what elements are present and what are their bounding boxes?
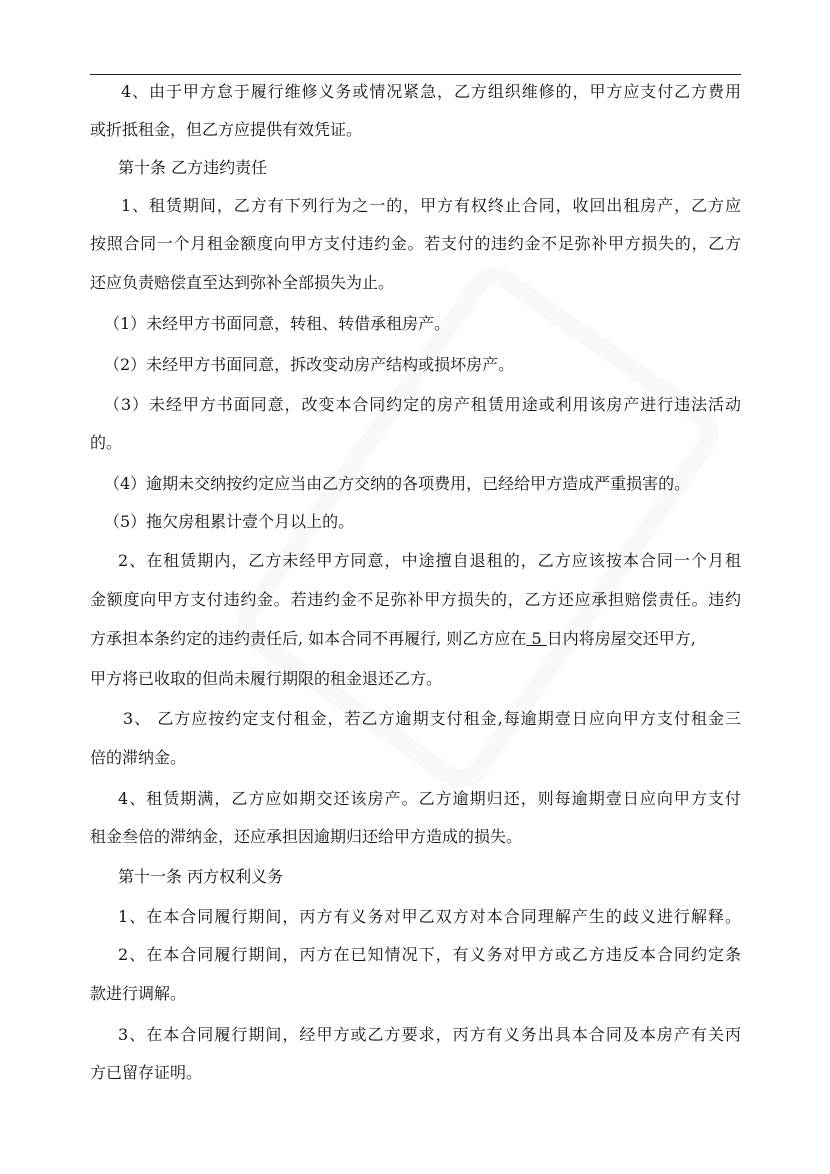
paragraph-line: 按照合同一个月租金额度向甲方支付违约金。若支付的违约金不足弥补甲方损失的，乙方 — [90, 234, 741, 253]
paragraph-line: 甲方将已收取的但尚未履行期限的租金退还乙方。 — [90, 669, 443, 688]
paragraph-line: 或折抵租金，但乙方应提供有效凭证。 — [90, 120, 363, 139]
list-item: （4）逾期未交纳按约定应当由乙方交纳的各项费用，已经给甲方造成严重损害的。 — [104, 474, 691, 493]
paragraph-line: 的。 — [90, 433, 123, 452]
paragraph-line: 4、租赁期满，乙方应如期交还该房产。乙方逾期归还，则每逾期壹日应向甲方支付 — [118, 789, 741, 808]
header-rule — [90, 74, 741, 75]
paragraph-line: 3、 乙方应按约定支付租金，若乙方逾期支付租金,每逾期壹日应向甲方支付租金三 — [123, 709, 741, 728]
paragraph-line: 3、在本合同履行期间，经甲方或乙方要求，丙方有义务出具本合同及本房产有关丙 — [118, 1025, 741, 1044]
section-heading: 第十一条 丙方权利义务 — [118, 867, 284, 886]
paragraph-line: 金额度向甲方支付违约金。若违约金不足弥补甲方损失的，乙方还应承担赔偿责任。违约 — [90, 590, 741, 609]
paragraph-line: 1、在本合同履行期间，丙方有义务对甲乙双方对本合同理解产生的歧义进行解释。 — [118, 907, 741, 926]
list-item: （2）未经甲方书面同意，拆改变动房产结构或损坏房产。 — [104, 355, 515, 374]
paragraph-line — [90, 628, 696, 650]
paragraph-line: 4、由于甲方怠于履行维修义务或情况紧急，乙方组织维修的，甲方应支付乙方费用 — [121, 82, 741, 101]
section-heading: 第十条 乙方违约责任 — [118, 158, 268, 177]
paragraph-line: 还应负责赔偿直至达到弥补全部损失为止。 — [90, 273, 395, 292]
list-item: （1）未经甲方书面同意，转租、转借承租房产。 — [104, 314, 451, 333]
line-text: 方承担本条约定的违约责任后, 如本合同不再履行, 则乙方应在 — [90, 629, 527, 648]
list-item: （5）拖欠房租累计壹个月以上的。 — [104, 512, 355, 531]
paragraph-line: 租金叁倍的滞纳金，还应承担因逾期归还给甲方造成的损失。 — [90, 827, 523, 846]
paragraph-line: 1、租赁期间，乙方有下列行为之一的，甲方有权终止合同，收回出租房产，乙方应 — [121, 196, 741, 215]
paragraph-line: 倍的滞纳金。 — [90, 748, 187, 767]
paragraph-line: 2、在本合同履行期间，丙方在已知情况下，有义务对甲方或乙方违反本合同约定条 — [118, 945, 741, 964]
list-item: （3）未经甲方书面同意，改变本合同约定的房产租赁用途或利用该房产进行违法活动 — [104, 395, 741, 414]
return-days-field: 5 — [526, 629, 547, 648]
line-text: 日内将房屋交还甲方, — [546, 629, 696, 648]
paragraph-line: 2、在租赁期内，乙方未经甲方同意，中途擅自退租的，乙方应该按本合同一个月租 — [118, 551, 741, 570]
paragraph-line: 款进行调解。 — [90, 984, 187, 1003]
paragraph-line: 方已留存证明。 — [90, 1063, 203, 1082]
